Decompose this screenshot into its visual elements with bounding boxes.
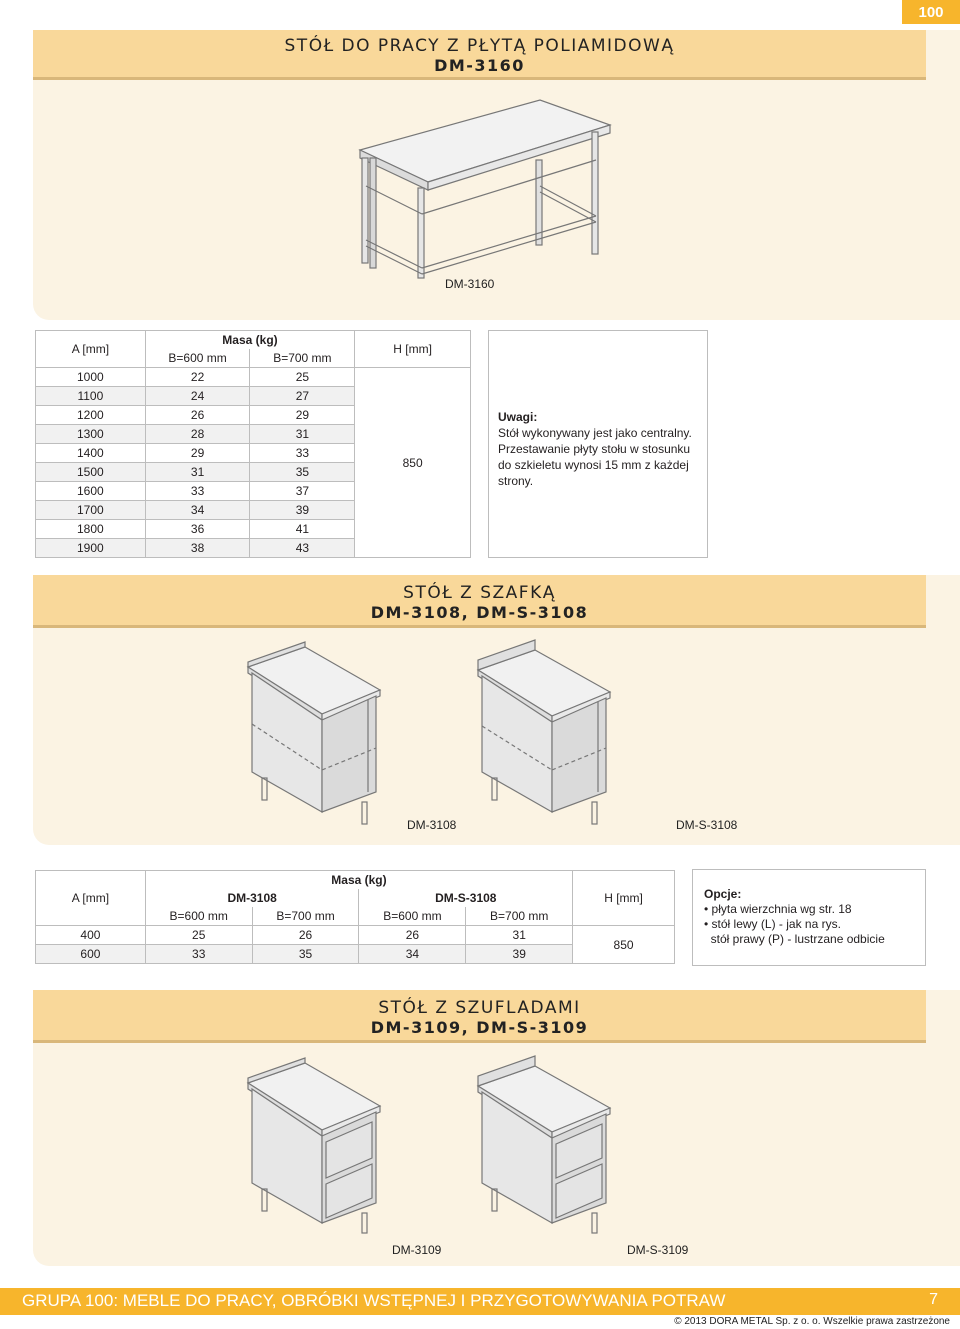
header-b600: B=600 mm (145, 349, 250, 368)
table-cell: 39 (250, 501, 355, 520)
section3-title: STÓŁ Z SZUFLADAMI (378, 998, 581, 1018)
table-cell: 25 (250, 368, 355, 387)
drawers-dm3109-drawing (240, 1058, 390, 1238)
section1-caption: DM-3160 (445, 277, 495, 291)
header-b700: B=700 mm (250, 349, 355, 368)
table-cell: 1500 (36, 463, 146, 482)
header-g2-b700: B=700 mm (466, 907, 573, 926)
section2-caption-left: DM-3108 (407, 818, 457, 832)
table-cell: 38 (145, 539, 250, 558)
table-cell: 33 (250, 444, 355, 463)
table-cell: 29 (250, 406, 355, 425)
section2-caption-right: DM-S-3108 (676, 818, 738, 832)
table-cell: 34 (145, 501, 250, 520)
section2-table (35, 870, 675, 964)
table-row (36, 368, 471, 387)
table-cell: 1000 (36, 368, 146, 387)
header-g1-b600: B=600 mm (145, 907, 252, 926)
note-title: Uwagi: (498, 410, 538, 424)
cabinet-dms3108-drawing (470, 642, 620, 832)
table-cell: 35 (252, 945, 359, 964)
table-cell: 1900 (36, 539, 146, 558)
table-cell: 37 (250, 482, 355, 501)
header-group2: DM-S-3108 (435, 891, 497, 905)
table-cell: 25 (145, 926, 252, 945)
table-dm3160-drawing (340, 90, 620, 280)
option-item: • stół lewy (L) - jak na rys. (704, 917, 841, 931)
table-cell: 28 (145, 425, 250, 444)
table-cell: 29 (145, 444, 250, 463)
header-g1-b700: B=700 mm (252, 907, 359, 926)
option-item: • płyta wierzchnia wg str. 18 (704, 902, 852, 916)
section3-caption-right: DM-S-3109 (627, 1243, 689, 1257)
table-cell: 34 (359, 945, 466, 964)
option-item: stół prawy (P) - lustrzane odbicie (710, 932, 885, 946)
header-a2: A [mm] (36, 871, 146, 926)
table-cell: 22 (145, 368, 250, 387)
header-a: A [mm] (36, 331, 146, 368)
table-cell: 39 (466, 945, 573, 964)
header-h2: H [mm] (573, 871, 675, 926)
section1-note (488, 330, 708, 558)
h-value-cell: 850 (355, 368, 471, 558)
table-row (36, 926, 675, 945)
table-cell: 1700 (36, 501, 146, 520)
table-cell: 43 (250, 539, 355, 558)
section1-header (33, 30, 926, 80)
table-cell: 27 (250, 387, 355, 406)
note-text: Stół wykonywany jest jako centralny. Przestawanie płyty stołu w stosunku do szkieletu wynosi 15 mm z każdej strony. (498, 426, 692, 488)
section3-caption-left: DM-3109 (392, 1243, 442, 1257)
header-mass: Masa (kg) (222, 333, 278, 347)
drawers-dms3109-drawing (470, 1058, 620, 1238)
table-cell: 31 (145, 463, 250, 482)
options-title: Opcje: (704, 887, 742, 901)
footer-bar (0, 1288, 960, 1315)
section1-code: DM-3160 (434, 56, 525, 75)
section3-code: DM-3109, DM-S-3109 (370, 1018, 589, 1037)
table-cell: 33 (145, 945, 252, 964)
table-cell: 1600 (36, 482, 146, 501)
table-cell: 1200 (36, 406, 146, 425)
section2-options (692, 869, 926, 966)
section3-header (33, 990, 926, 1043)
header-group1: DM-3108 (227, 891, 277, 905)
table-cell: 1800 (36, 520, 146, 539)
table-cell: 600 (36, 945, 146, 964)
header-h: H [mm] (355, 331, 471, 368)
table-cell: 1300 (36, 425, 146, 444)
table-cell: 1100 (36, 387, 146, 406)
section2-code: DM-3108, DM-S-3108 (370, 603, 589, 622)
table-cell: 26 (252, 926, 359, 945)
section1-table (35, 330, 471, 558)
copyright: © 2013 DORA METAL Sp. z o. o. Wszelkie prawa zastrzeżone (674, 1316, 950, 1327)
section1-title: STÓŁ DO PRACY Z PŁYTĄ POLIAMIDOWĄ (284, 36, 675, 56)
cabinet-dm3108-drawing (240, 642, 390, 832)
section2-header (33, 575, 926, 628)
section2-title: STÓŁ Z SZAFKĄ (403, 583, 556, 603)
table-cell: 36 (145, 520, 250, 539)
page-number: 100 (902, 0, 960, 24)
header-g2-b600: B=600 mm (359, 907, 466, 926)
footer-page: 7 (929, 1291, 938, 1308)
table-cell: 33 (145, 482, 250, 501)
table-cell: 41 (250, 520, 355, 539)
table-cell: 26 (359, 926, 466, 945)
header-mass2: Masa (kg) (331, 873, 387, 887)
footer-title: GRUPA 100: MEBLE DO PRACY, OBRÓBKI WSTĘPNEJ I PRZYGOTOWYWANIA POTRAW (22, 1291, 726, 1310)
h-value-cell: 850 (573, 926, 675, 964)
table-cell: 35 (250, 463, 355, 482)
table-cell: 400 (36, 926, 146, 945)
table-cell: 31 (466, 926, 573, 945)
table-cell: 31 (250, 425, 355, 444)
table-cell: 26 (145, 406, 250, 425)
table-cell: 1400 (36, 444, 146, 463)
table-cell: 24 (145, 387, 250, 406)
